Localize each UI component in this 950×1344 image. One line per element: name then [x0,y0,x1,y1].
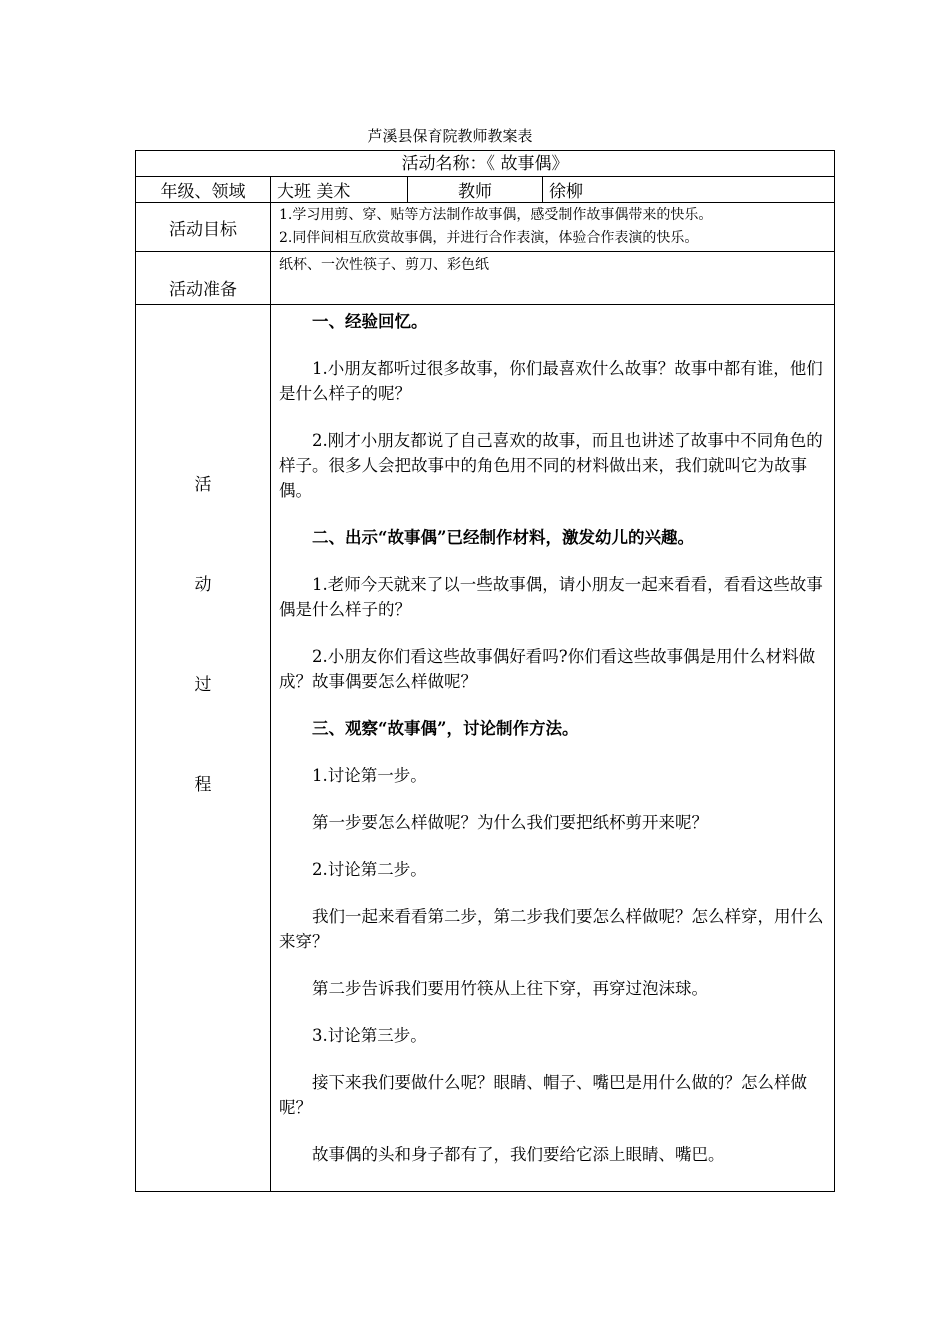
prep-content [271,252,835,305]
prep-label: 活动准备 [136,252,271,305]
section-heading: 二、出示“故事偶”已经制作材料，激发幼儿的兴趣。 [312,528,694,547]
process-paragraph: 第二步告诉我们要用竹筷从上往下穿，再穿过泡沫球。 [312,979,708,998]
grade-value: 大班 美术 [271,177,408,203]
process-paragraph: 故事偶的头和身子都有了，我们要给它添上眼睛、嘴巴。 [312,1145,725,1164]
process-paragraph: 2.讨论第二步。 [312,860,427,879]
process-paragraph: 1.讨论第一步。 [312,766,427,785]
process-row [136,305,835,1192]
process-label-char: 程 [194,775,212,795]
section-heading: 三、观察“故事偶”，讨论制作方法。 [312,719,579,738]
teacher-label: 教师 [408,177,543,203]
document-title: 芦溪县保育院教师教案表 [367,127,533,145]
activity-name-row [136,151,835,177]
goal-item: 1.学习用剪、穿、贴等方法制作故事偶，感受制作故事偶带来的快乐。 [279,207,713,223]
process-paragraph: 1.小朋友都听过很多故事，你们最喜欢什么故事？故事中都有谁，他们是什么样子的呢？ [279,359,823,403]
goal-item: 2.同伴间相互欣赏故事偶，并进行合作表演，体验合作表演的快乐。 [279,230,699,246]
process-paragraph: 2.小朋友你们看这些故事偶好看吗?你们看这些故事偶是用什么材料做成？故事偶要怎么样做呢？ [279,647,816,691]
prep-text: 纸杯、一次性筷子、剪刀、彩色纸 [279,257,489,273]
teacher-value: 徐柳 [543,177,835,203]
process-label [136,305,271,1192]
grade-label: 年级、领域 [136,177,271,203]
process-paragraph: 接下来我们要做什么呢？眼睛、帽子、嘴巴是用什么做的？怎么样做呢？ [279,1073,807,1117]
process-paragraph: 3.讨论第三步。 [312,1026,427,1045]
process-content [271,305,835,1192]
grade-row [136,177,835,203]
process-paragraph: 2.刚才小朋友都说了自己喜欢的故事，而且也讲述了故事中不同角色的样子。很多人会把故事中的角色用不同的材料做出来，我们就叫它为故事偶。 [279,431,823,500]
goal-label: 活动目标 [136,203,271,252]
section-heading: 一、经验回忆。 [312,312,428,331]
process-paragraph: 第一步要怎么样做呢？为什么我们要把纸杯剪开来呢？ [312,813,708,832]
process-paragraph: 1.老师今天就来了以一些故事偶，请小朋友一起来看看，看看这些故事偶是什么样子的？ [279,575,823,619]
process-label-char: 活 [194,475,212,495]
activity-name: 活动名称：《 故事偶》 [136,151,835,177]
goal-content [271,203,835,252]
process-paragraph: 我们一起来看看第二步，第二步我们要怎么样做呢？怎么样穿，用什么来穿？ [279,907,824,951]
prep-row [136,252,835,305]
lesson-plan-table [135,150,835,1192]
goal-row [136,203,835,252]
process-label-char: 动 [194,575,212,595]
process-label-char: 过 [194,675,212,695]
